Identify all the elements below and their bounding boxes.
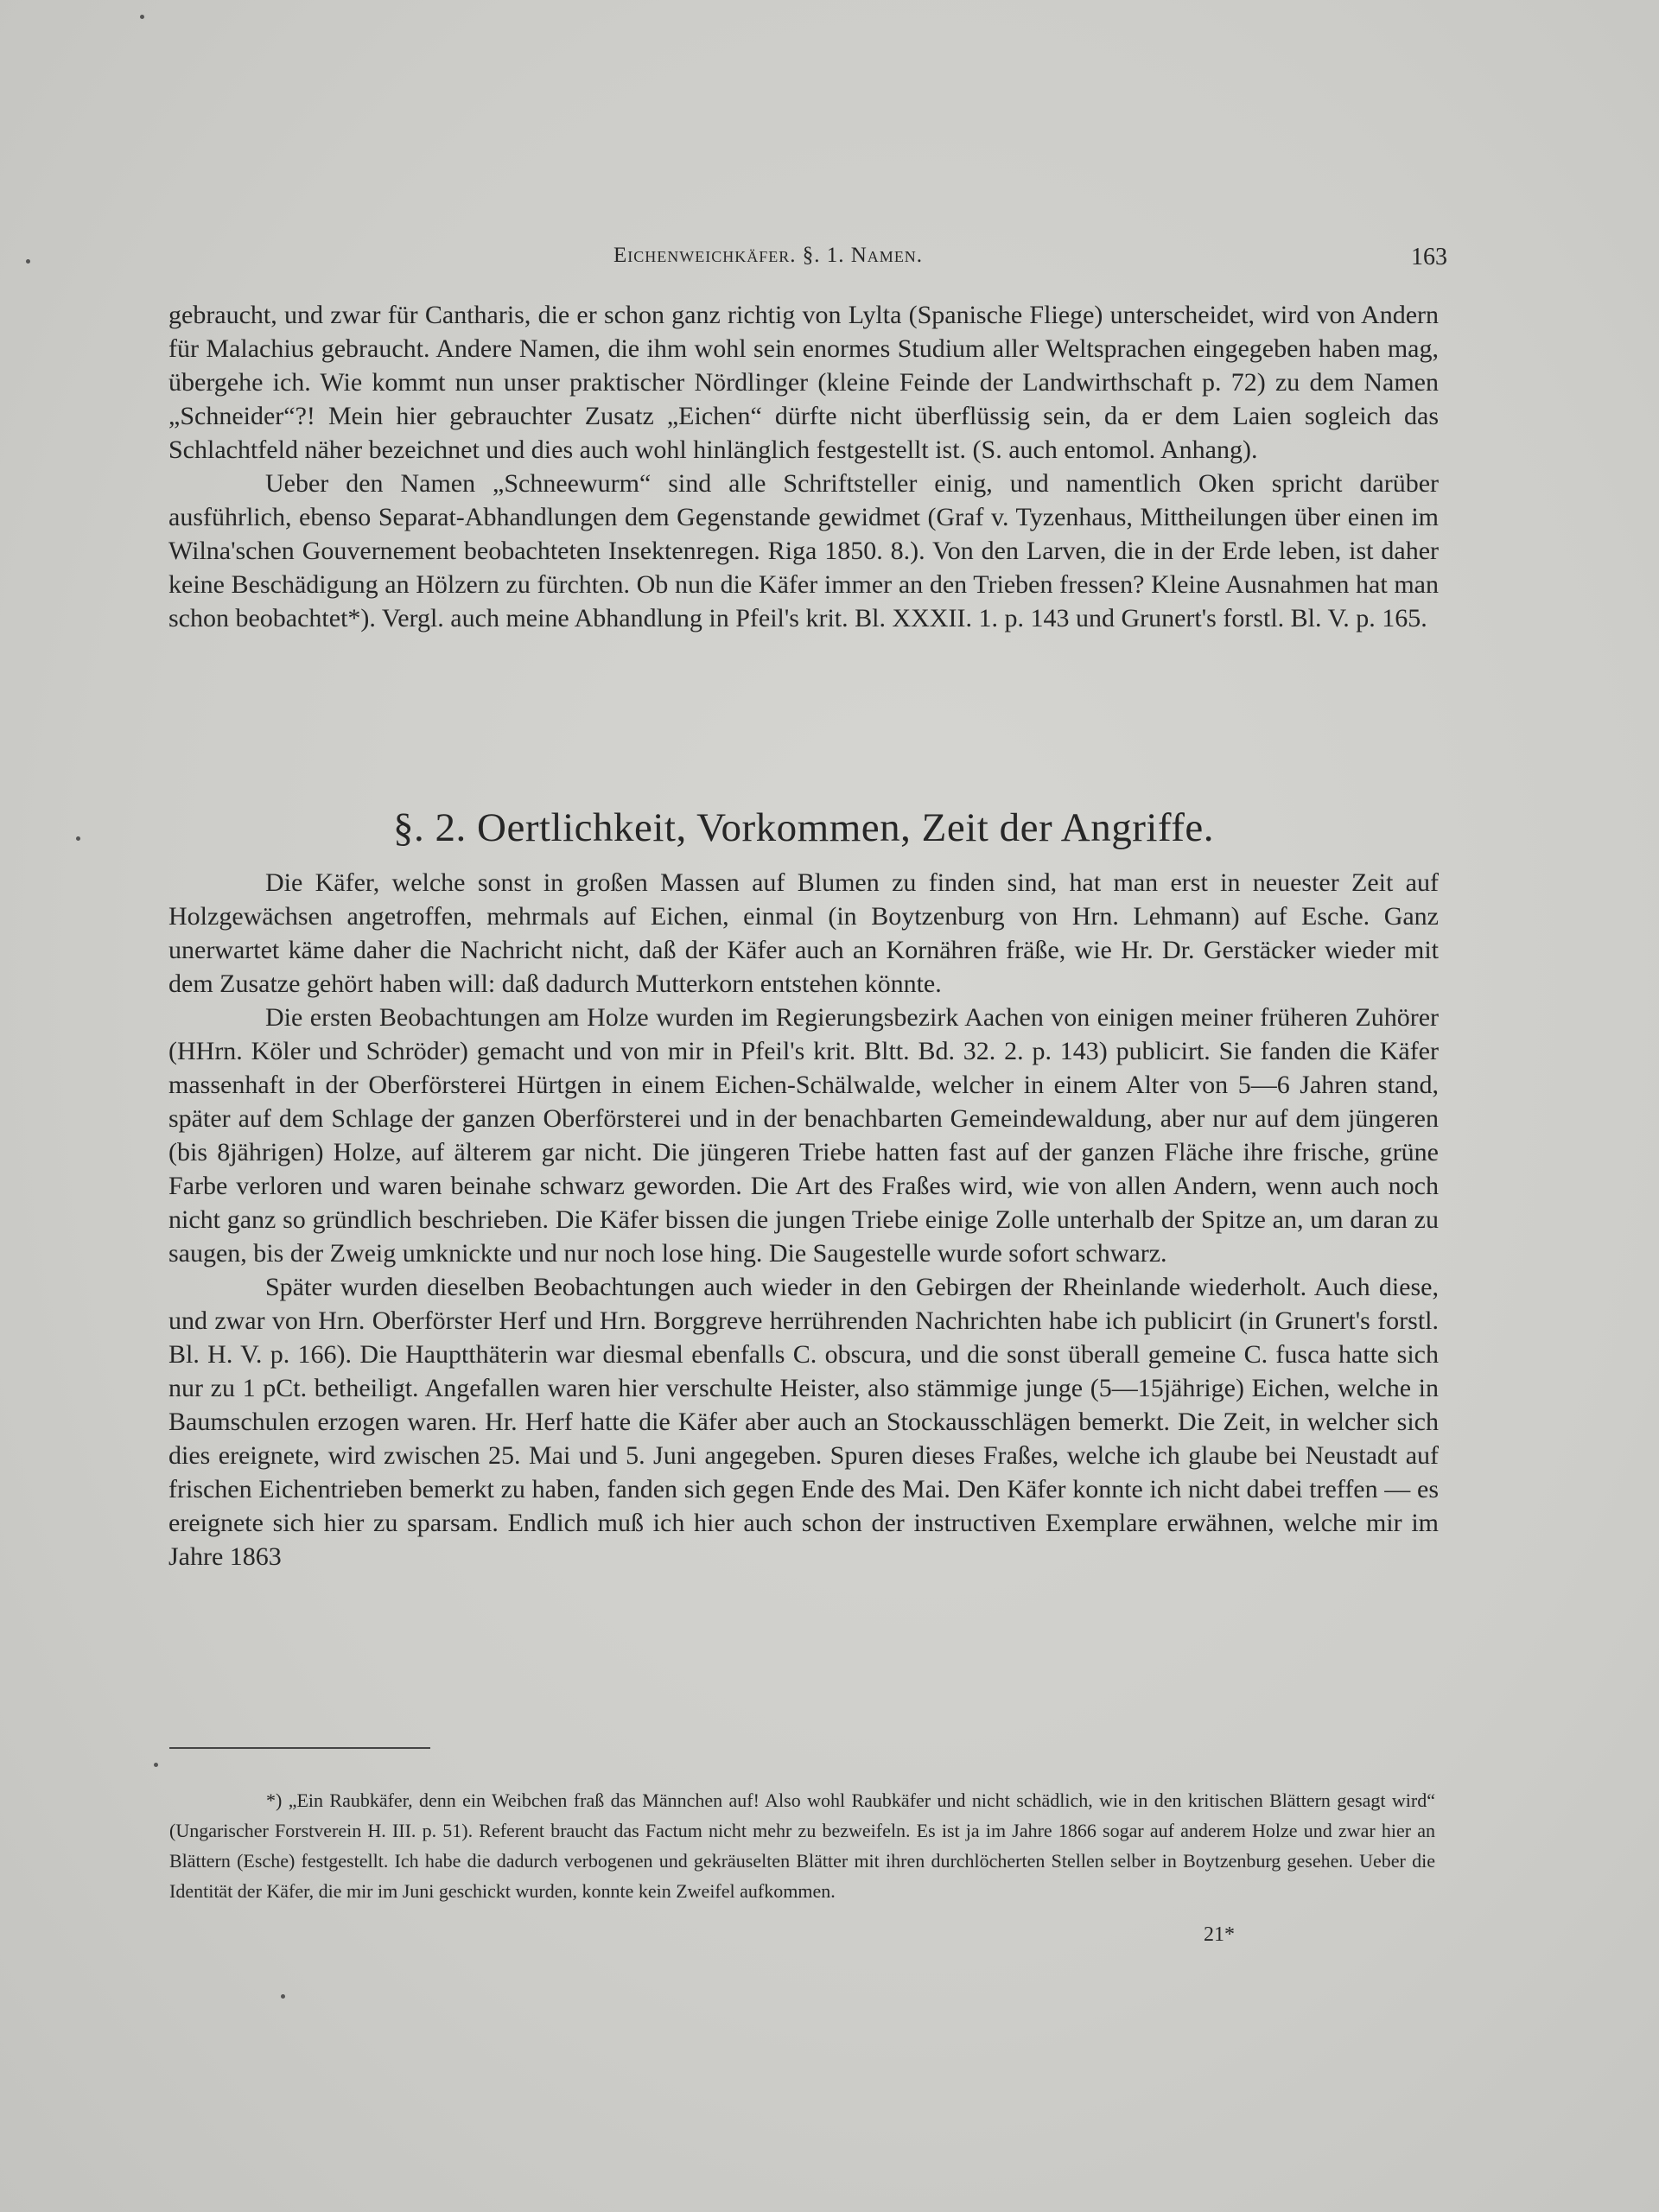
paragraph: Die Käfer, welche sonst in großen Massen auf Blumen zu finden sind, hat man erst in neuester Zeit auf Holzgewächsen angetroffen, mehrmals auf Eichen, einmal (in Boytzenburg von Hrn. Lehmann) auf Esche. Ganz unerwartet käme daher die Nachricht nicht, daß der Käfer auch an Kornähren fräße, wie Hr. Dr. Gerstäcker wieder mit dem Zusatze gehört haben will: daß dadurch Mutterkorn entstehen könnte.: [168, 868, 1439, 998]
footnote: *) „Ein Raubkäfer, denn ein Weibchen fraß das Männchen auf! Also wohl Raubkäfer und nicht schädlich, wie in den kritischen Blättern gesagt wird“ (Ungarischer Forstverein H. III. p. 51). Referent braucht das Factum nicht mehr zu bezweifeln. Es ist ja im Jahre 1866 sogar auf anderem Holze und zwar hier an Blättern (Esche) festgestellt. Ich habe die dadurch verbogenen und gekräuselten Blätter mit ihren durchlöcherten Stellen selber in Boytzenburg gesehen. Ueber die Identität der Käfer, die mir im Juni geschickt wurden, konnte kein Zweifel aufkommen.: [169, 1789, 1435, 1902]
page-number: 163: [1411, 244, 1447, 270]
text-block-2: [168, 866, 1439, 1573]
paragraph: Ueber den Namen „Schneewurm“ sind alle Schriftsteller einig, und namentlich Oken spricht darüber ausführlich, ebenso Separat-Abhandlungen dem Gegenstande gewidmet (Graf v. Tyzenhaus, Mittheilungen über einen im Wilna'schen Gouvernement beobachteten Insektenregen. Riga 1850. 8.). Von den Larven, die in der Erde leben, ist daher keine Beschädigung an Hölzern zu fürchten. Ob nun die Käfer immer an den Trieben fressen? Kleine Ausnahmen hat man schon beobachtet*). Vergl. auch meine Abhandlung in Pfeil's krit. Bl. XXXII. 1. p. 143 und Grunert's forstl. Bl. V. p. 165.: [168, 469, 1439, 632]
footnote-rule: [169, 1747, 430, 1749]
speck: [26, 259, 30, 264]
signature-mark: 21*: [1204, 1923, 1235, 1946]
section-heading: §. 2. Oertlichkeit, Vorkommen, Zeit der Angriffe.: [393, 805, 1214, 850]
paragraph: Später wurden dieselben Beobachtungen auch wieder in den Gebirgen der Rheinlande wiederholt. Auch diese, und zwar von Hrn. Oberförster Herf und Hrn. Borggreve herrührenden Nachrichten habe ich publicirt (in Grunert's forstl. Bl. H. V. p. 166). Die Hauptthäterin war diesmal ebenfalls C. obscura, und die sonst überall gemeine C. fusca hatte sich nur zu 1 pCt. betheiligt. Angefallen waren hier verschulte Heister, also stämmige junge (5—15jährige) Eichen, welche in Baumschulen erzogen waren. Hr. Herf hatte die Käfer aber auch an Stockausschlägen bemerkt. Die Zeit, in welcher sich dies ereignete, wird zwischen 25. Mai und 5. Juni angegeben. Spuren dieses Fraßes, welche ich glaube bei Neustadt auf frischen Eichentrieben bemerkt zu haben, fanden sich gegen Ende des Mai. Den Käfer konnte ich nicht dabei treffen — es ereignete sich hier zu sparsam. Endlich muß ich hier auch schon der instructiven Exemplare erwähnen, welche mir im Jahre 1863: [168, 1273, 1439, 1571]
paragraph-continuation: gebraucht, und zwar für Cantharis, die er schon ganz richtig von Lylta (Spanische Fliege) unterscheidet, wird von Andern für Malachius gebraucht. Andere Namen, die ihm wohl sein enormes Studium aller Weltsprachen eingegeben haben mag, übergehe ich. Wie kommt nun unser praktischer Nördlinger (kleine Feinde der Landwirthschaft p. 72) zu dem Namen „Schneider“?! Mein hier gebrauchter Zusatz „Eichen“ dürfte nicht überflüssig sein, da er dem Laien sogleich das Schlachtfeld näher bezeichnet und dies auch wohl hinlänglich festgestellt ist. (S. auch entomol. Anhang).: [168, 301, 1439, 464]
running-head: Eichenweichkäfer. §. 1. Namen.: [613, 244, 924, 267]
page-header: [164, 244, 1447, 278]
speck: [140, 15, 144, 19]
paragraph: Die ersten Beobachtungen am Holze wurden im Regierungsbezirk Aachen von einigen meiner früheren Zuhörer (HHrn. Köler und Schröder) gemacht und von mir in Pfeil's krit. Bltt. Bd. 32. 2. p. 143) publicirt. Sie fanden die Käfer massenhaft in der Oberförsterei Hürtgen in einem Eichen-Schälwalde, welcher in einem Alter von 5—6 Jahren stand, später auf dem Schlage der ganzen Oberförsterei und in der benachbarten Gemeindewaldung, aber nur auf dem jüngeren (bis 8jährigen) Holze, auf älterem gar nicht. Die jüngeren Triebe hatten fast auf der ganzen Fläche ihre frische, grüne Farbe verloren und waren beinahe schwarz geworden. Die Art des Fraßes wird, wie von allen Andern, wenn auch noch nicht ganz so gründlich beschrieben. Die Käfer bissen die jungen Triebe einige Zolle unterhalb der Spitze an, um daran zu saugen, bis der Zweig umknickte und nur noch lose hing. Die Saugestelle wurde sofort schwarz.: [168, 1003, 1439, 1268]
text-block-1: [168, 298, 1439, 635]
speck: [154, 1763, 158, 1767]
speck: [281, 1994, 285, 1999]
speck: [76, 836, 80, 841]
